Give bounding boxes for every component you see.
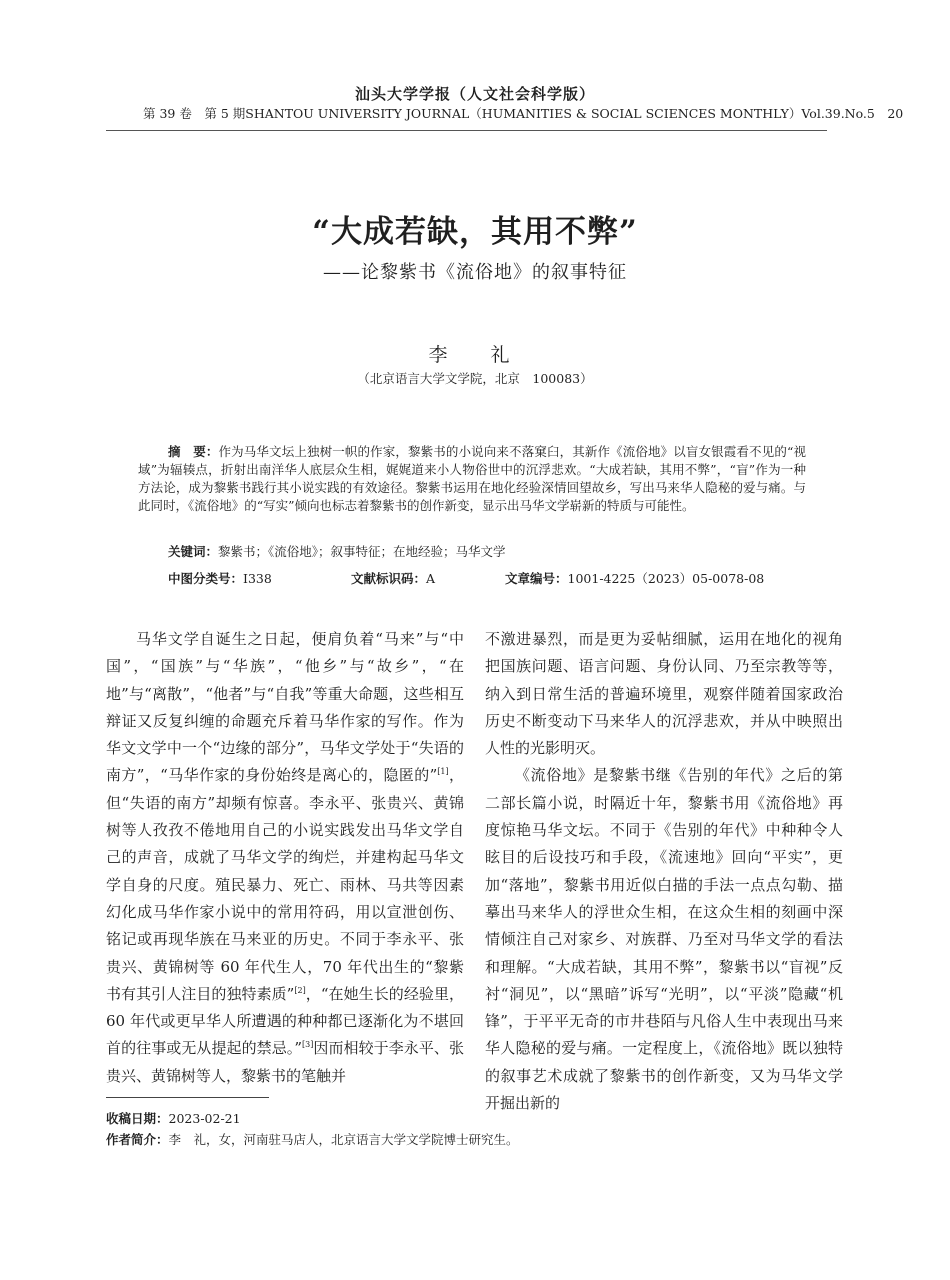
keywords	[168, 542, 506, 560]
footnote-divider	[106, 1097, 269, 1098]
header-divider	[106, 130, 827, 131]
article-subtitle: ——论黎紫书《流俗地》的叙事特征	[323, 262, 627, 283]
journal-info-line	[143, 104, 904, 122]
author-name: 李 礼	[428, 344, 522, 366]
citation-2: [2]	[294, 985, 306, 995]
article-number: 文章编号：1001-4225（2023）05-0078-08	[505, 571, 765, 586]
keywords-text: 黎紫书；《流俗地》；叙事特征；在地经验；马华文学	[218, 544, 506, 559]
clc-code: 中图分类号：I338	[168, 571, 272, 586]
body-column-left	[106, 626, 464, 1090]
citation-1: [1]	[437, 767, 449, 777]
volume-page: Vol.39.No.5 20	[801, 106, 904, 121]
abstract-label: 摘 要：	[168, 444, 219, 459]
body-paragraph: 《流俗地》是黎紫书继《告别的年代》之后的第二部长篇小说，时隔近十年，黎紫书用《流俗地》再度惊艳马华文坛。不同于《告别的年代》中种种令人眩目的后设技巧和手段，《流速地》回向“平实”，更加“落地”，黎紫书用近似白描的手法一点点勾勒、描摹出马来华人的浮世众生相，在这众生相的刻画中深情倾注自己对家乡、对族群、乃至对马华文学的看法和理解。“大成若缺，其用不弊”，黎紫书以“盲视”反衬“洞见”，以“黑暗”诉写“光明”，以“平淡”隐藏“机锋”，于平平无奇的市井巷陌与凡俗人生中表现出马来华人隐秘的爱与痛。一定程度上，《流俗地》既以独特的叙事艺术成就了黎紫书的创作新变，又为马华文学开掘出新的	[485, 766, 843, 1113]
body-paragraph: 马华文学自诞生之日起，便肩负着“马来”与“中国”，“国族”与“华族”，“他乡”与“故乡”，“在地”与“离散”，“他者”与“自我”等重大命题，这些相互辩证又反复纠缠的命题充斥着马华作家的写作。作为华文文学中一个“边缘的部分”，马华文学处于“失语的南方”，“马华作家的身份始终是离心的，隐匿的”[1]，但“失语的南方”却频有惊喜。李永平、张贵兴、黄锦树等人孜孜不倦地用自己的小说实践发出马华文学自己的声音，成就了马华文学的绚烂，并建构起马华文学自身的尺度。殖民暴力、死亡、雨林、马共等因素幻化成马华作家小说中的常用符码，用以宣泄创伤、铭记或再现华族在马来亚的历史。不同于李永平、张贵兴、黄锦树等 60 年代生人，70 年代出生的“黎紫书有其引人注目的独特素质”[2]，“在她生长的经验里，60 年代或更早华人所遭遇的种种都已逐渐化为不堪回首的往事或无从提起的禁忌。”[3]因而相较于李永平、张贵兴、黄锦树等人，黎紫书的笔触并	[106, 630, 465, 1085]
received-date: 收稿日期：2023-02-21	[106, 1111, 241, 1126]
keywords-label: 关键词：	[168, 544, 219, 559]
citation-3: [3]	[302, 1040, 314, 1050]
journal-english-name: SHANTOU UNIVERSITY JOURNAL（HUMANITIES & SOCIAL SCIENCES MONTHLY）	[245, 106, 802, 121]
author-affiliation: （北京语言大学文学院，北京 100083）	[357, 371, 593, 386]
volume-issue: 第 39 卷 第 5 期	[143, 106, 246, 121]
author-bio: 作者简介：李 礼，女，河南驻马店人，北京语言大学文学院博士研究生。	[106, 1132, 519, 1147]
body-column-right	[485, 626, 843, 1117]
article-title: “大成若缺，其用不弊”	[312, 214, 638, 250]
body-paragraph-continued: 不激进暴烈，而是更为妥帖细腻，运用在地化的视角把国族问题、语言问题、身份认同、乃至宗教等等，纳入到日常生活的普遍环境里，观察伴随着国家政治历史不断变动下马来华人的沉浮悲欢，并从中映照出人性的光影明灭。	[485, 630, 843, 758]
abstract	[138, 443, 806, 515]
abstract-text: 作为马华文坛上独树一帜的作家，黎紫书的小说向来不落窠臼，其新作《流俗地》以盲女银霞看不见的“视域”为辐辏点，折射出南洋华人底层众生相，娓娓道来小人物俗世中的沉浮悲欢。“大成若缺，其用不弊”，“盲”作为一种方法论，成为黎紫书践行其小说实践的有效途径。黎紫书运用在地化经验深情回望故乡，写出马来华人隐秘的爱与痛。与此同时，《流俗地》的“写实”倾向也标志着黎紫书的创作新变，显示出马华文学崭新的特质与可能性。	[138, 444, 806, 513]
journal-title: 汕头大学学报（人文社会科学版）	[354, 85, 595, 103]
document-code: 文献标识码：A	[351, 571, 436, 586]
